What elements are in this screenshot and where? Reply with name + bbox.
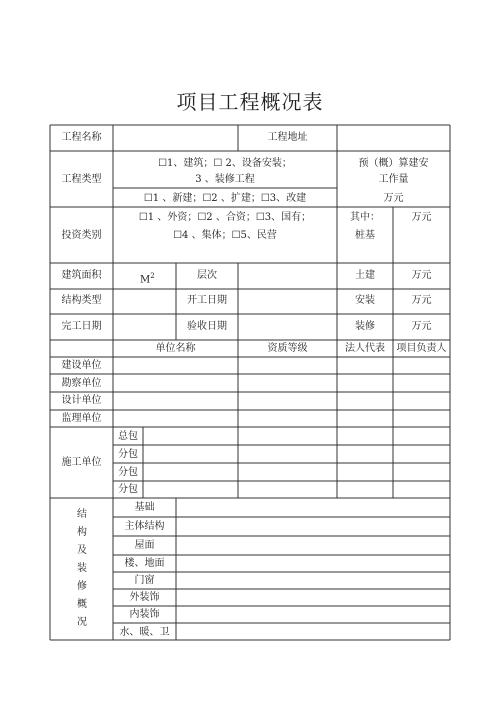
install-unit: 万元 [411, 295, 432, 306]
summary-item-foundation: 基础 [134, 502, 155, 513]
label-subcontract-1: 分包 [118, 449, 138, 460]
page-title: 项目工程概况表 [176, 90, 324, 114]
label-invest-type: 投资类别 [61, 230, 102, 241]
project-type-options-line2: 3 、装修工程 [195, 174, 255, 185]
summary-char-5: 修 [77, 581, 87, 592]
label-building-area: 建筑面积 [61, 270, 102, 281]
header-project-leader: 项目负责人 [396, 343, 447, 354]
header-qualification: 资质等级 [267, 343, 308, 354]
header-legal-rep: 法人代表 [345, 343, 385, 354]
invest-options-line2: ☐4 、集体；☐5、民营 [173, 230, 277, 241]
budget-unit: 万元 [383, 193, 404, 204]
summary-item-exterior-decor: 外装饰 [129, 592, 160, 603]
header-unit-name: 单位名称 [155, 343, 196, 354]
summary-item-roof: 屋面 [134, 540, 155, 551]
summary-char-3: 及 [77, 545, 87, 556]
label-supervision-unit: 监理单位 [61, 413, 102, 424]
label-project-type: 工程类型 [61, 174, 102, 185]
label-finish-date: 完工日期 [61, 321, 102, 332]
label-of-which: 其中： [350, 212, 380, 223]
decor-unit: 万元 [411, 321, 432, 332]
label-accept-date: 验收日期 [187, 321, 227, 332]
summary-item-floor: 楼、地面 [124, 558, 165, 569]
summary-char-6: 概 [77, 599, 87, 610]
summary-item-doors-windows: 门窗 [134, 575, 155, 586]
summary-char-1: 结 [77, 509, 87, 520]
label-budget-line1: 预（概）算建安 [358, 158, 429, 169]
label-budget-line2: 工作量 [378, 174, 409, 185]
label-survey-unit: 勘察单位 [61, 378, 102, 389]
label-pile: 桩基 [355, 230, 375, 241]
summary-item-main-structure: 主体结构 [124, 521, 165, 532]
label-project-name: 工程名称 [61, 132, 102, 143]
construction-nature-options: ☐1 、新建；☐2 、扩建；☐3、改建 [143, 193, 307, 204]
label-install: 安装 [355, 295, 375, 306]
summary-item-interior-decor: 内装饰 [129, 609, 160, 620]
label-builder-unit: 施工单位 [61, 457, 102, 468]
label-civil: 土建 [355, 270, 375, 281]
label-design-unit: 设计单位 [61, 395, 102, 406]
label-subcontract-2: 分包 [118, 467, 138, 478]
pile-unit: 万元 [411, 212, 432, 223]
label-general-contract: 总包 [118, 431, 138, 442]
summary-char-2: 构 [77, 527, 87, 538]
summary-item-plumbing: 水、暖、卫 [119, 627, 170, 638]
civil-unit: 万元 [411, 270, 432, 281]
label-floors: 层次 [197, 270, 217, 281]
summary-char-4: 装 [77, 563, 87, 574]
label-construction-unit: 建设单位 [61, 360, 102, 371]
label-project-address: 工程地址 [267, 132, 308, 143]
label-structure-type: 结构类型 [61, 295, 102, 306]
area-unit: $M^2$ [140, 272, 155, 286]
label-decor: 装修 [355, 321, 375, 332]
summary-char-7: 况 [77, 617, 87, 628]
project-type-options-line1: ☐1、建筑；☐ 2、设备安装； [158, 158, 292, 169]
label-subcontract-3: 分包 [118, 484, 138, 495]
label-start-date: 开工日期 [187, 295, 227, 306]
invest-options-line1: ☐1 、外资；☐2 、合资；☐3、国有； [138, 212, 312, 223]
